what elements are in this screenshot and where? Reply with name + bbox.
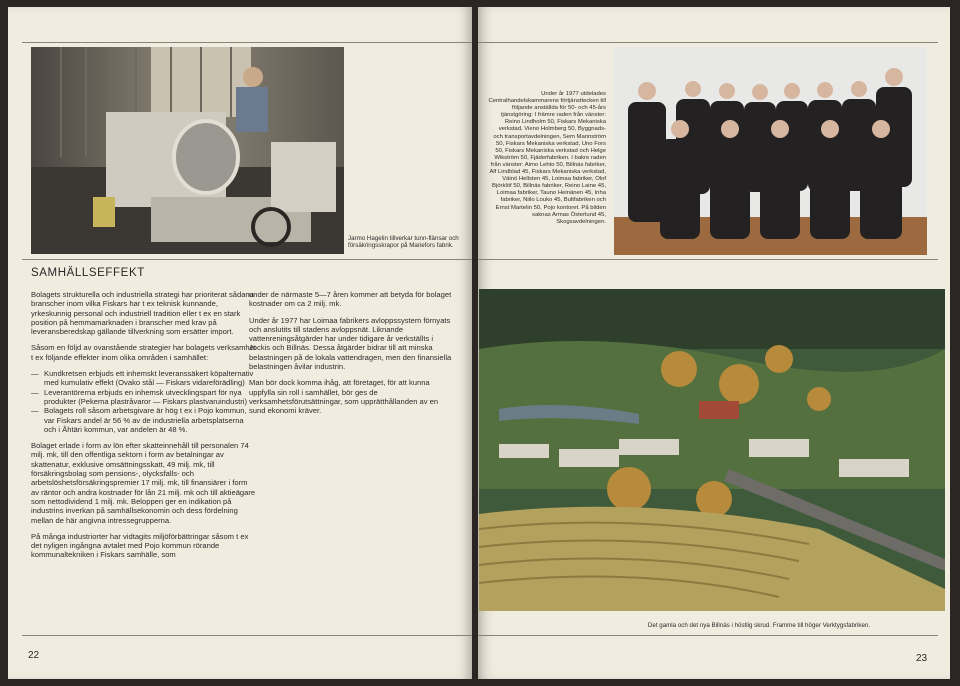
top-rule	[478, 42, 938, 43]
paragraph: Bolaget erlade i form av lön efter skatteinnehåll till personalen 74 milj. mk, till den offentliga sektorn i form av betalningar av skattenatur, exklusive omsättningsskatt, 49 milj. mk, till försäkringsbolag som pensions-, olycksfalls- och arbetslöshetsförsäkringspremier 17 milj. mk, till finansiärer i form av räntor och andra kostnader för lån 21 milj. mk och till aktieägare som nettodividend 1 milj. mk. Beloppen ger en indikation på industrins inverkan på samhällsekonomin och dess fördelning mellan de här angivna intressegrupperna.	[31, 441, 256, 525]
section-heading: SAMHÄLLSEFFEKT	[31, 267, 145, 279]
middle-rule	[22, 259, 472, 260]
factory-photo-caption: Jarmo Hagelin tillverkar tunn-flänsar och försäkringsskrapor på Mariefors fabrik.	[348, 235, 459, 250]
group-photo-caption: Under år 1977 utdelades Centralhandelskammarens förtjänsttecken till följande anställda för 50- och 45-års tjänstgöring: I främre raden från vänster: Reino Lindholm 50, Fiskars Mekaniska verkstad, Vieno Holmberg 50, Byggnads- och transportavdelningen, Sem Mannström 50, Fiskars Mekaniska verkstad, Uno Fors 50, Fiskars Mekaniska verkstad och Helge Wikström 50, Fjäderfabriken. I bakre raden från vänster: Aimo Lehto 50, Billnäs fabriker, Alf Lindblad 45, Fiskars Mekaniska verkstad, Väinö Hellsten 45, Loimaa fabriker, Olof Björklöf 50, Billnäs fabriker, Reino Laine 45, Loimaa fabriker, Tauno Heinänen 45, Inha fabriker, Niilo Louko 45, Bultfabriken och Ernst Martelin 50, Pojo kontoret. På bilden saknas Armas Österlund 45, Skogsavdelningen.	[488, 91, 606, 225]
middle-rule	[478, 259, 938, 260]
page-number: 22	[28, 650, 40, 661]
page-number: 23	[916, 653, 928, 664]
billnas-aerial-image	[479, 289, 945, 611]
aerial-photo-caption: Det gamla och det nya Billnäs i höstlig skrud. Framme till höger Verktygsfabriken.	[647, 622, 871, 629]
paragraph: På många industriorter har vidtagits miljöförbättringar såsom t ex det nyligen ingångna avtalet med Pojo kommun rörande kommunaltekniken i Fiskars samhälle, som	[31, 531, 249, 560]
group-portrait-image	[614, 47, 927, 255]
paragraph: Under år 1977 har Loimaa fabrikers avloppssystem förnyats och anslutits till stadens avloppsnät. Liknande vattenreningsåtgärder har under tidigare år verkställts i Jockis och Billnäs. Dessa åtgärder bidrar till att minska belastningen på de lokala vattendragen, men den finansiella belastningen åvilar industrin.	[249, 315, 452, 372]
list-item: — Bolagets roll såsom arbetsgivare är hög t ex i Pojo kommun, var Fiskars andel är 56 % av de industriella arbetsplatserna och i Åhtäri kommun, var andelen är 48 %.	[31, 406, 256, 434]
factory-worker-photo	[31, 47, 344, 254]
bottom-rule	[22, 635, 472, 636]
paragraph: Såsom en följd av ovanstående strategier har bolagets verksamhet t ex följande effekter inom olika områden i samhället:	[31, 343, 256, 362]
aerial-photo	[479, 289, 945, 611]
text-column-1	[31, 290, 256, 567]
paragraph: Man bör dock komma ihåg, att företaget, för att kunna uppfylla sin roll i samhället, bör ges de verksamhetsförutsättningar, som upprätthållanden av en sund ekonomi kräver.	[249, 378, 439, 416]
top-rule	[22, 42, 472, 43]
factory-worker-image	[31, 47, 344, 254]
paragraph: under de närmaste 5—7 åren kommer att betyda för bolaget kostnader om ca 2 milj. mk.	[249, 290, 452, 309]
text-column-2	[249, 290, 456, 423]
award-recipients-photo	[614, 47, 927, 255]
list-item: — Kundkretsen erbjuds ett inhemskt leveranssäkert köpalternativ med kumulativ effekt (Ovako stål — Fiskars vidareförädling)	[31, 369, 256, 388]
right-page	[478, 7, 950, 679]
paragraph: Bolagets strukturella och industriella strategi har prioriterat sådana branscher inom vilka Fiskars har t ex teknisk kunnande, yrkeskunnig personal och industriell tradition eller t ex en stark position på hemmamarknaden i branscher med krav på leveransberedskap gällande tillverkning som ersätter import.	[31, 290, 254, 337]
effects-list	[31, 369, 256, 434]
bottom-rule	[478, 635, 938, 636]
list-item: — Leverantörerna erbjuds en inhemsk utvecklingspart för nya produkter (Pekema plastråvaror — Fiskars plastvaruindustri)	[31, 388, 256, 407]
left-page	[8, 7, 472, 679]
